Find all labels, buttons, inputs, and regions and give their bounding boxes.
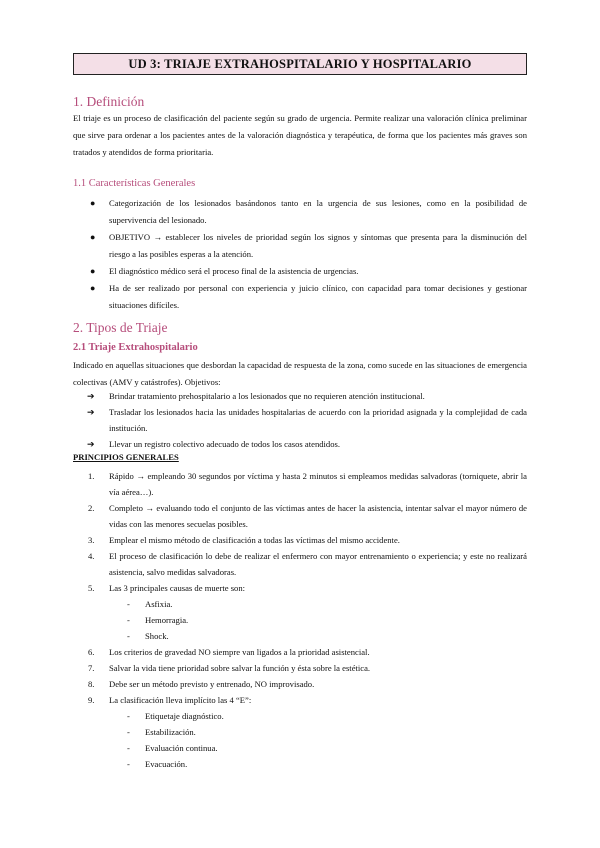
bullet-icon: ●	[90, 232, 96, 242]
bullet-icon: ●	[90, 198, 96, 208]
principle-subitem	[109, 596, 527, 612]
characteristic-item	[73, 280, 527, 314]
principle-item	[73, 644, 527, 660]
principle-subitem	[109, 628, 527, 644]
objective-text: Brindar tratamiento prehospitalario a los lesionados que no requieren atención institucional.	[109, 391, 425, 401]
principle-item	[73, 532, 527, 548]
principle-subitem	[109, 740, 527, 756]
section-1-heading: 1. Definición	[73, 94, 145, 109]
principle-number: 5.	[88, 583, 95, 593]
principle-subitem-text: Estabilización.	[145, 727, 196, 737]
principle-number: 8.	[88, 679, 95, 689]
dash-icon: -	[127, 711, 130, 721]
principle-text: Emplear el mismo método de clasificación a todas las víctimas del mismo accidente.	[109, 535, 400, 545]
arrow-icon: ➔	[87, 407, 95, 417]
principle-item	[73, 660, 527, 676]
principle-number: 3.	[88, 535, 95, 545]
arrow-icon: ➔	[87, 439, 95, 449]
definition-paragraph: El triaje es un proceso de clasificación del paciente según su grado de urgencia. Permite realizar una valoración clínica preliminar que sirve para ordenar a los pacientes antes de la valoración diagnóstica y terapéutica, de forma que los pacientes más graves son tratados y atendidos de forma prioritaria.	[73, 113, 527, 157]
principles-list	[73, 468, 527, 772]
characteristic-text: El diagnóstico médico será el proceso final de la asistencia de urgencias.	[109, 266, 359, 276]
characteristic-text: Categorización de los lesionados basándonos tanto en la urgencia de sus lesiones, como en la posibilidad de supervivencia del lesionado.	[109, 198, 527, 225]
principle-item	[73, 692, 527, 772]
principle-text: Salvar la vida tiene prioridad sobre salvar la función y ésta sobre la estética.	[109, 663, 371, 673]
dash-icon: -	[127, 631, 130, 641]
principle-subitem	[109, 708, 527, 724]
objective-item	[73, 436, 527, 452]
principle-text: La clasificación lleva implícito las 4 “E”:	[109, 695, 252, 705]
principle-subitem	[109, 724, 527, 740]
principle-number: 1.	[88, 471, 95, 481]
dash-icon: -	[127, 759, 130, 769]
principle-item	[73, 500, 527, 532]
dash-icon: -	[127, 727, 130, 737]
characteristic-item	[73, 229, 527, 263]
principle-item	[73, 468, 527, 500]
characteristic-item	[73, 195, 527, 229]
characteristics-list	[73, 195, 527, 314]
objective-item	[73, 388, 527, 404]
principle-text: Debe ser un método previsto y entrenado, NO improvisado.	[109, 679, 315, 689]
principle-subitem-text: Asfixia.	[145, 599, 173, 609]
objective-text: Llevar un registro colectivo adecuado de todos los casos atendidos.	[109, 439, 341, 449]
principle-sublist	[109, 708, 527, 772]
principle-subitem-text: Hemorragia.	[145, 615, 189, 625]
principle-number: 9.	[88, 695, 95, 705]
dash-icon: -	[127, 615, 130, 625]
principle-number: 6.	[88, 647, 95, 657]
bullet-icon: ●	[90, 283, 96, 293]
section-1-1-heading: 1.1 Características Generales	[73, 178, 196, 189]
principles-heading: PRINCIPIOS GENERALES	[73, 452, 179, 462]
bullet-icon: ●	[90, 266, 96, 276]
principle-item	[73, 580, 527, 644]
objective-item	[73, 404, 527, 436]
dash-icon: -	[127, 743, 130, 753]
principle-sublist	[109, 596, 527, 644]
objective-text: Trasladar los lesionados hacia las unidades hospitalarias de acuerdo con la prioridad asignada y la complejidad de cada institución.	[109, 407, 527, 433]
principle-subitem-text: Evaluación continua.	[145, 743, 218, 753]
characteristic-item	[73, 263, 527, 280]
principle-item	[73, 548, 527, 580]
arrow-icon: ➔	[87, 391, 95, 401]
extrahospital-intro: Indicado en aquellas situaciones que desbordan la capacidad de respuesta de la zona, como sucede en las situaciones de emergencia colectivas (AMV y catástrofes). Objetivos:	[73, 360, 527, 387]
principle-text: Completo → evaluando todo el conjunto de las víctimas antes de hacer la asistencia, intentar salvar el mayor número de vidas con las menores secuelas posibles.	[109, 503, 527, 529]
principle-text: Rápido → empleando 30 segundos por víctima y hasta 2 minutos si empleamos medidas salvadoras (torniquete, abrir la vía aérea…).	[109, 471, 527, 497]
characteristic-text: OBJETIVO → establecer los niveles de prioridad según los signos y síntomas que presenta para la disminución del riesgo a las posibles esperas a la atención.	[109, 232, 527, 259]
principle-number: 4.	[88, 551, 95, 561]
dash-icon: -	[127, 599, 130, 609]
principle-text: Las 3 principales causas de muerte son:	[109, 583, 246, 593]
page-title: UD 3: TRIAJE EXTRAHOSPITALARIO Y HOSPITALARIO	[128, 56, 472, 71]
principle-item	[73, 676, 527, 692]
principle-subitem-text: Evacuación.	[145, 759, 188, 769]
section-2-1-heading: 2.1 Triaje Extrahospitalario	[73, 342, 198, 353]
principle-number: 7.	[88, 663, 95, 673]
principle-subitem	[109, 756, 527, 772]
principle-text: Los criterios de gravedad NO siempre van ligados a la prioridad asistencial.	[109, 647, 370, 657]
principle-subitem-text: Etiquetaje diagnóstico.	[145, 711, 224, 721]
principle-subitem	[109, 612, 527, 628]
principle-subitem-text: Shock.	[145, 631, 169, 641]
principle-text: El proceso de clasificación lo debe de realizar el enfermero con mayor entrenamiento o experiencia; y este no realizará asistencia, salvo medidas salvadoras.	[109, 551, 527, 577]
title-banner	[73, 53, 527, 75]
section-2-heading: 2. Tipos de Triaje	[73, 320, 168, 335]
characteristic-text: Ha de ser realizado por personal con experiencia y juicio clínico, con capacidad para tomar decisiones y gestionar situaciones difíciles.	[109, 283, 527, 310]
objectives-list	[73, 388, 527, 452]
principle-number: 2.	[88, 503, 95, 513]
